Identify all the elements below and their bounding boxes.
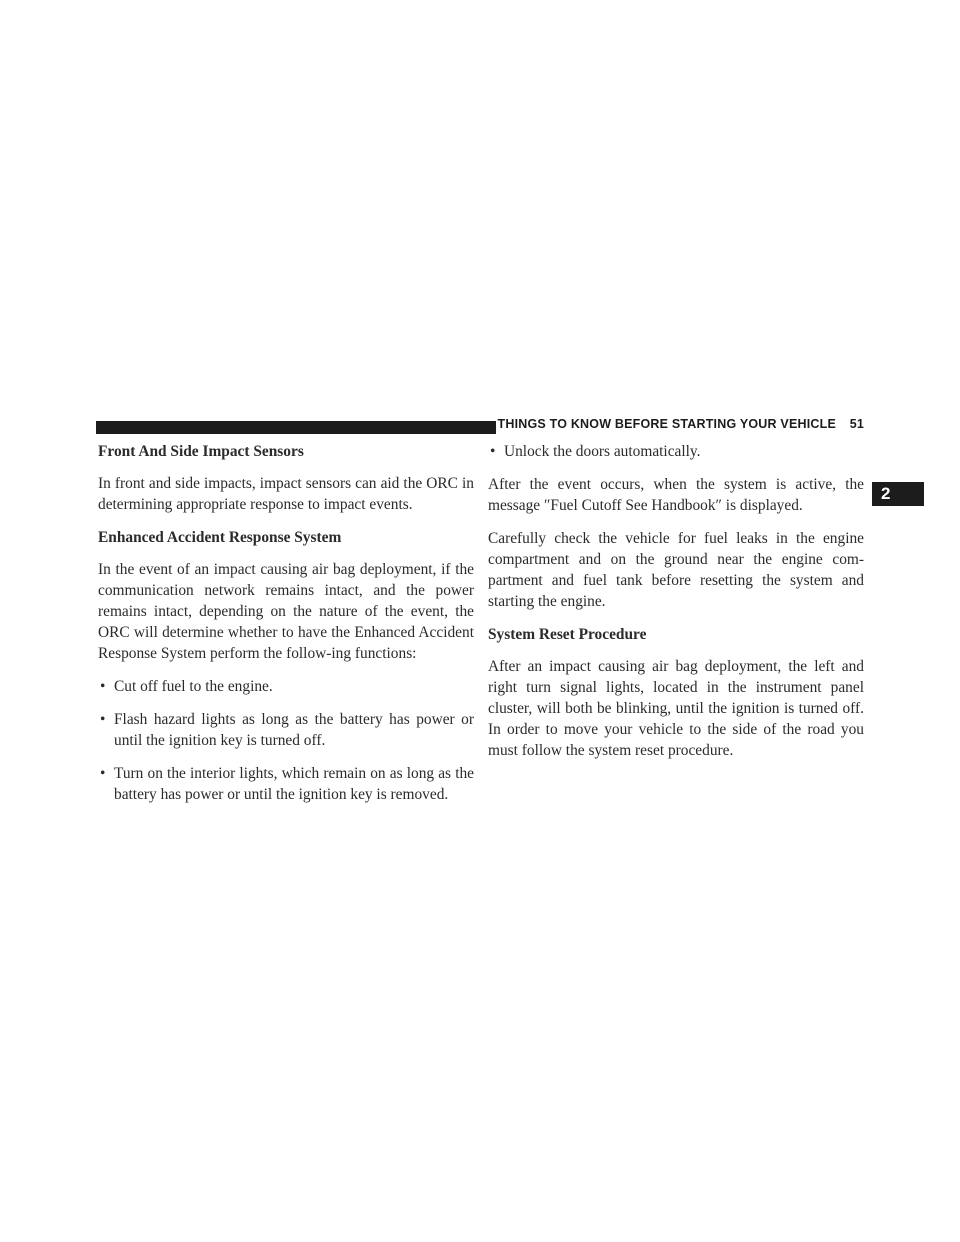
list-item: [98, 709, 474, 751]
list-item-text: Turn on the interior lights, which remain on as long as the battery has power or until the ignition key is removed.: [114, 765, 474, 803]
paragraph: After an impact causing air bag deployment, the left and right turn signal lights, located in the instrument panel cluster, will both be blinking, until the ignition is turned off. In order to move your vehicle to the side of the road you must follow the system reset procedure.: [488, 658, 864, 759]
bullet-list: [488, 441, 864, 462]
right-column: [488, 441, 864, 773]
bullet-icon: •: [100, 711, 106, 728]
list-item: [488, 441, 864, 462]
paragraph: In front and side impacts, impact sensors can aid the ORC in determining appropriate response to impact events.: [98, 475, 474, 513]
bullet-icon: •: [100, 678, 106, 695]
paragraph: After the event occurs, when the system is active, the message ″Fuel Cutoff See Handbook″ is displayed.: [488, 476, 864, 514]
section-title: THINGS TO KNOW BEFORE STARTING YOUR VEHICLE: [497, 417, 836, 431]
left-column: [98, 441, 474, 817]
bullet-icon: •: [490, 443, 496, 460]
list-item: [98, 763, 474, 805]
list-item-text: Unlock the doors automatically.: [504, 443, 701, 460]
list-item-text: Cut off fuel to the engine.: [114, 678, 273, 695]
bullet-list: [98, 676, 474, 805]
chapter-tab: 2: [872, 482, 924, 506]
section-heading: System Reset Procedure: [488, 626, 647, 643]
section-heading: Enhanced Accident Response System: [98, 529, 342, 546]
header-rule: [96, 421, 496, 434]
section-heading: Front And Side Impact Sensors: [98, 443, 304, 460]
list-item-text: Flash hazard lights as long as the battery has power or until the ignition key is turned off.: [114, 711, 474, 749]
paragraph: In the event of an impact causing air bag deployment, if the communication network remains intact, and the power remains intact, depending on the nature of the event, the ORC will determine whether to have the Enhanced Accident Response System perform the follow-ing functions:: [98, 561, 474, 662]
bullet-icon: •: [100, 765, 106, 782]
paragraph: Carefully check the vehicle for fuel leaks in the engine compartment and on the ground near the engine com-partment and fuel tank before resetting the system and starting the engine.: [488, 530, 864, 610]
list-item: [98, 676, 474, 697]
running-header: [498, 417, 864, 431]
page-number: 51: [849, 417, 864, 431]
